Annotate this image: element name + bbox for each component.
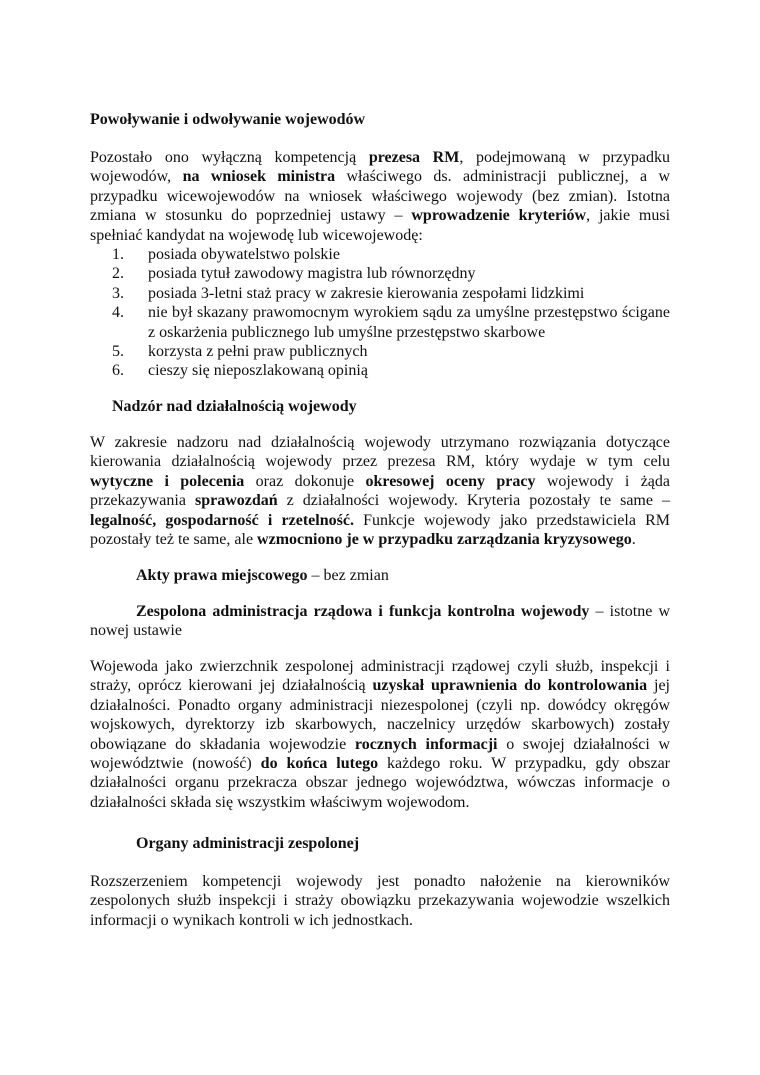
text-run: . (631, 531, 636, 549)
list-item (90, 303, 670, 342)
list-text: posiada obywatelstwo polskie (148, 246, 340, 263)
bold-text: okresowej oceny pracy (365, 472, 536, 490)
list-item (90, 245, 670, 264)
paragraph-organy (90, 872, 670, 930)
heading-organy (90, 834, 670, 853)
bold-text: rocznych informacji (354, 735, 498, 753)
list-item (90, 264, 670, 283)
bold-text: wprowadzenie kryteriów (411, 207, 587, 225)
text-run: Wojewoda jako zwierzchnik zespolonej administracji rządowej czyli służb, inspekcji i straży, oprócz kierowani jej działalnością (90, 658, 670, 695)
list-text: korzysta z pełni praw publicznych (148, 343, 368, 361)
text-run: , jakie musi spełniać kandydat na wojewodę lub wicewojewodę: (90, 207, 671, 244)
text-run: oraz dokonuje (244, 472, 366, 490)
text-run: każdego roku. W przypadku, gdy obszar działalności organu przekracza obszar jednego województwa, wówczas informacje o działalności składa się wszystkim właściwym wojewodom. (90, 755, 670, 811)
heading-text: Powoływanie i odwoływanie wojewodów (90, 111, 366, 128)
heading-suffix: – istotne w nowej ustawie (90, 603, 670, 640)
paragraph-zespolona (90, 657, 670, 812)
list-text: posiada 3-letni staż pracy w zakresie kierowania zespołami lidzkimi (148, 284, 585, 302)
list-number: 1. (112, 246, 124, 263)
list-number: 2. (112, 265, 124, 283)
list-number: 6. (112, 362, 124, 380)
list-item (90, 361, 670, 380)
list-number: 4. (112, 304, 124, 322)
list-item (90, 342, 670, 361)
list-text: nie był skazany prawomocnym wyrokiem sądu za umyślne przestępstwo ścigane z oskarżenia publicznego lub umyślne przestępstwo skarbowe (148, 304, 670, 341)
heading-zespolona (90, 602, 670, 641)
bold-text: prezesa RM (368, 149, 460, 166)
text-run: Rozszerzeniem kompetencji wojewody jest ponadto nałożenie na kierowników zespolonych służb inspekcji i straży obowiązku przekazywania wojewodzie wszelkich informacji o wynikach kontroli w ich jednostkach. (90, 873, 670, 929)
heading-text: Akty prawa miejscowego (136, 567, 308, 584)
heading-text: Zespolona administracja rządowa i funkcja kontrolna wojewody (136, 603, 590, 620)
list-text: cieszy się nieposzlakowaną opinią (148, 362, 368, 380)
heading-powolywanie (90, 110, 670, 129)
text-run: wojewody i żąda przekazywania (90, 472, 670, 510)
text-run: właściwego ds. administracji publicznej, a w przypadku wicewojewodów na wniosek właściwego wojewody (bez zmian). Istotna zmiana w stosunku do poprzedniej ustawy – (90, 168, 671, 225)
bold-text: wzmocniono je w przypadku zarządzania kryzysowego (257, 531, 632, 549)
bold-text: do końca lutego (260, 755, 379, 773)
list-text: posiada tytuł zawodowy magistra lub równorzędny (148, 265, 476, 283)
bold-text: uzyskał uprawnienia do kontrolowania (372, 677, 648, 695)
bold-text: wytyczne i polecenia (90, 472, 245, 490)
paragraph-nadzor (90, 433, 670, 549)
text-run: o swojej działalności w województwie (nowość) (90, 735, 671, 773)
heading-akty (90, 566, 670, 585)
text-run: z działalności wojewody. Kryteria pozostały te same – (277, 492, 671, 510)
text-run: Pozostało ono wyłączną kompetencją (90, 149, 369, 166)
bold-text: na wniosek ministra (182, 168, 336, 186)
paragraph-powolywanie (90, 148, 670, 245)
heading-text: Nadzór nad działalnością wojewody (112, 398, 357, 415)
bold-text: sprawozdań (194, 492, 278, 510)
heading-suffix: – bez zmian (307, 567, 389, 584)
list-number: 3. (112, 284, 124, 302)
criteria-list (90, 245, 670, 381)
bold-text: legalność, gospodarność i rzetelność. (90, 511, 354, 529)
text-run: jej działalności. Ponadto organy administracji niezespolonej (czyli np. dowódcy okręgów wojskowych, dyrektorzy izb skarbowych, naczelnicy urzędów skarbowych) zostały obowiązane do składania wojewodzie (90, 677, 671, 753)
heading-nadzor (90, 397, 670, 416)
list-number: 5. (112, 343, 124, 361)
heading-text: Organy administracji zespolonej (136, 835, 360, 852)
text-run: , podejmowaną w przypadku wojewodów, (90, 149, 670, 186)
text-run: Funkcje wojewody jako przedstawiciela RM pozostały też te same, ale (90, 511, 671, 549)
text-run: W zakresie nadzoru nad działalnością wojewody utrzymano rozwiązania dotyczące kierowania działalnością wojewody przez prezesa RM, który wydaje w tym celu (90, 434, 670, 471)
list-item (90, 284, 670, 303)
